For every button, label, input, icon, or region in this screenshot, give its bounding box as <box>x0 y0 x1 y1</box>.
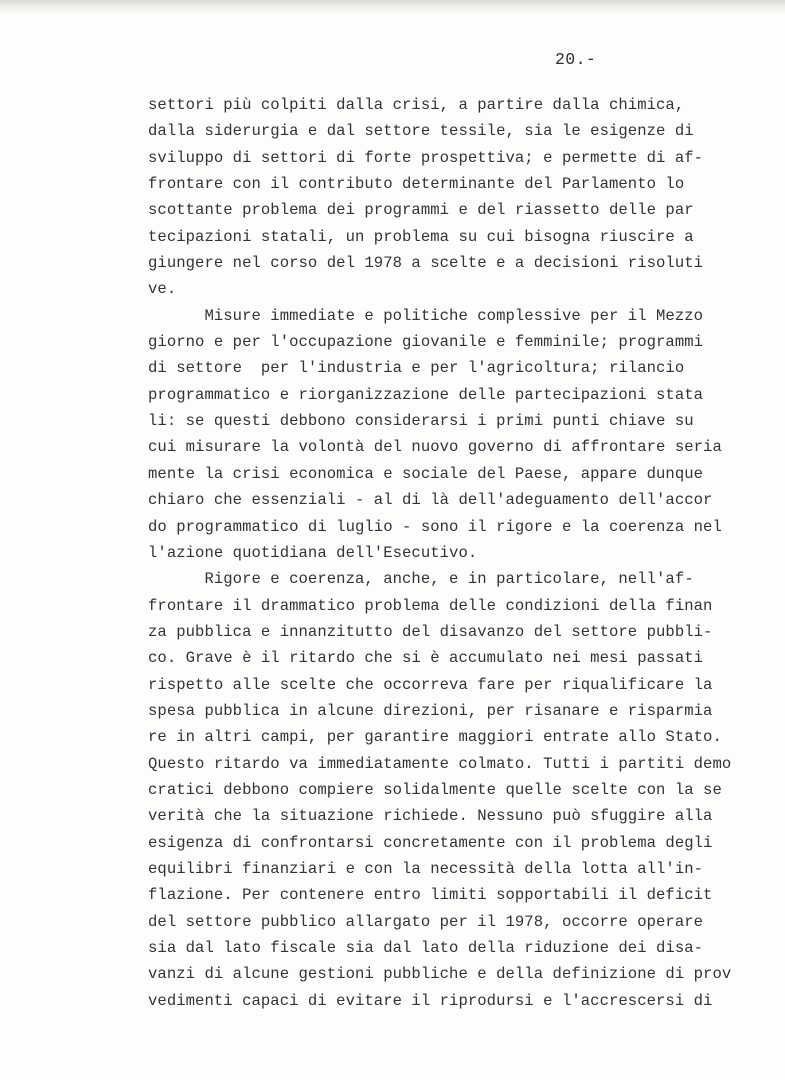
text-line: vedimenti capaci di evitare il riprodursi e l'accrescersi di <box>148 991 713 1010</box>
text-line: dalla siderurgia e dal settore tessile, sia le esigenze di <box>148 122 694 141</box>
page-number: 20.- <box>555 50 597 69</box>
text-line: Rigore e coerenza, anche, e in particolare, nell'af- <box>148 570 694 589</box>
text-line: equilibri finanziari e con la necessità della lotta all'in- <box>148 859 704 878</box>
text-line: li: se questi debbono considerarsi i primi punti chiave su <box>148 412 694 431</box>
text-line: Questo ritardo va immediatamente colmato. Tutti i partiti demo <box>148 754 732 773</box>
text-line: scottante problema dei programmi e del riassetto delle par <box>148 201 694 220</box>
text-line: settori più colpiti dalla crisi, a partire dalla chimica, <box>148 96 685 114</box>
text-line: re in altri campi, per garantire maggiori entrate allo Stato. <box>148 728 722 747</box>
text-line: mente la crisi economica e sociale del Paese, appare dunque <box>148 464 704 483</box>
text-line: cratici debbono compiere solidalmente quelle scelte con la se <box>148 780 722 799</box>
text-line: sia dal lato fiscale sia dal lato della riduzione dei disa- <box>148 939 704 957</box>
text-line: programmatico e riorganizzazione delle partecipazioni stata <box>148 385 704 404</box>
text-line: do programmatico di luglio - sono il rigore e la coerenza nel <box>148 517 722 536</box>
text-line: giorno e per l'occupazione giovanile e femminile; programmi <box>148 333 704 352</box>
text-line: tecipazioni statali, un problema su cui bisogna riuscire a <box>148 227 694 246</box>
page-edge-shadow <box>0 0 785 14</box>
text-line: cui misurare la volontà del nuovo governo di affrontare seria <box>148 438 722 457</box>
text-line: verità che la situazione richiede. Nessuno può sfuggire alla <box>148 807 713 826</box>
text-line: vanzi di alcune gestioni pubbliche e della definizione di prov <box>148 965 732 984</box>
text-line: co. Grave è il ritardo che si è accumulato nei mesi passati <box>148 649 704 668</box>
text-line: flazione. Per contenere entro limiti sopportabili il deficit <box>148 886 713 905</box>
text-line: di settore per l'industria e per l'agricoltura; rilancio <box>148 359 685 378</box>
text-line: giungere nel corso del 1978 a scelte e a decisioni risoluti <box>148 254 704 273</box>
text-line: del settore pubblico allargato per il 1978, occorre operare <box>148 912 704 931</box>
text-line: rispetto alle scelte che occorreva fare per riqualificare la <box>148 675 713 694</box>
text-line: esigenza di confrontarsi concretamente con il problema degli <box>148 833 713 852</box>
text-line: frontare con il contributo determinante del Parlamento lo <box>148 175 685 194</box>
text-line: spesa pubblica in alcune direzioni, per risanare e risparmia <box>148 701 713 720</box>
text-line: Misure immediate e politiche complessive per il Mezzo <box>148 306 704 325</box>
text-line: sviluppo di settori di forte prospettiva; e permette di af- <box>148 148 704 167</box>
text-line: frontare il drammatico problema delle condizioni della finan <box>148 596 713 615</box>
text-line: chiaro che essenziali - al di là dell'adeguamento dell'accor <box>148 491 713 510</box>
text-line: ve. <box>148 280 177 299</box>
text-line: l'azione quotidiana dell'Esecutivo. <box>148 543 478 562</box>
body-text <box>148 92 768 1014</box>
text-line: za pubblica e innanzitutto del disavanzo del settore pubbli- <box>148 622 713 641</box>
